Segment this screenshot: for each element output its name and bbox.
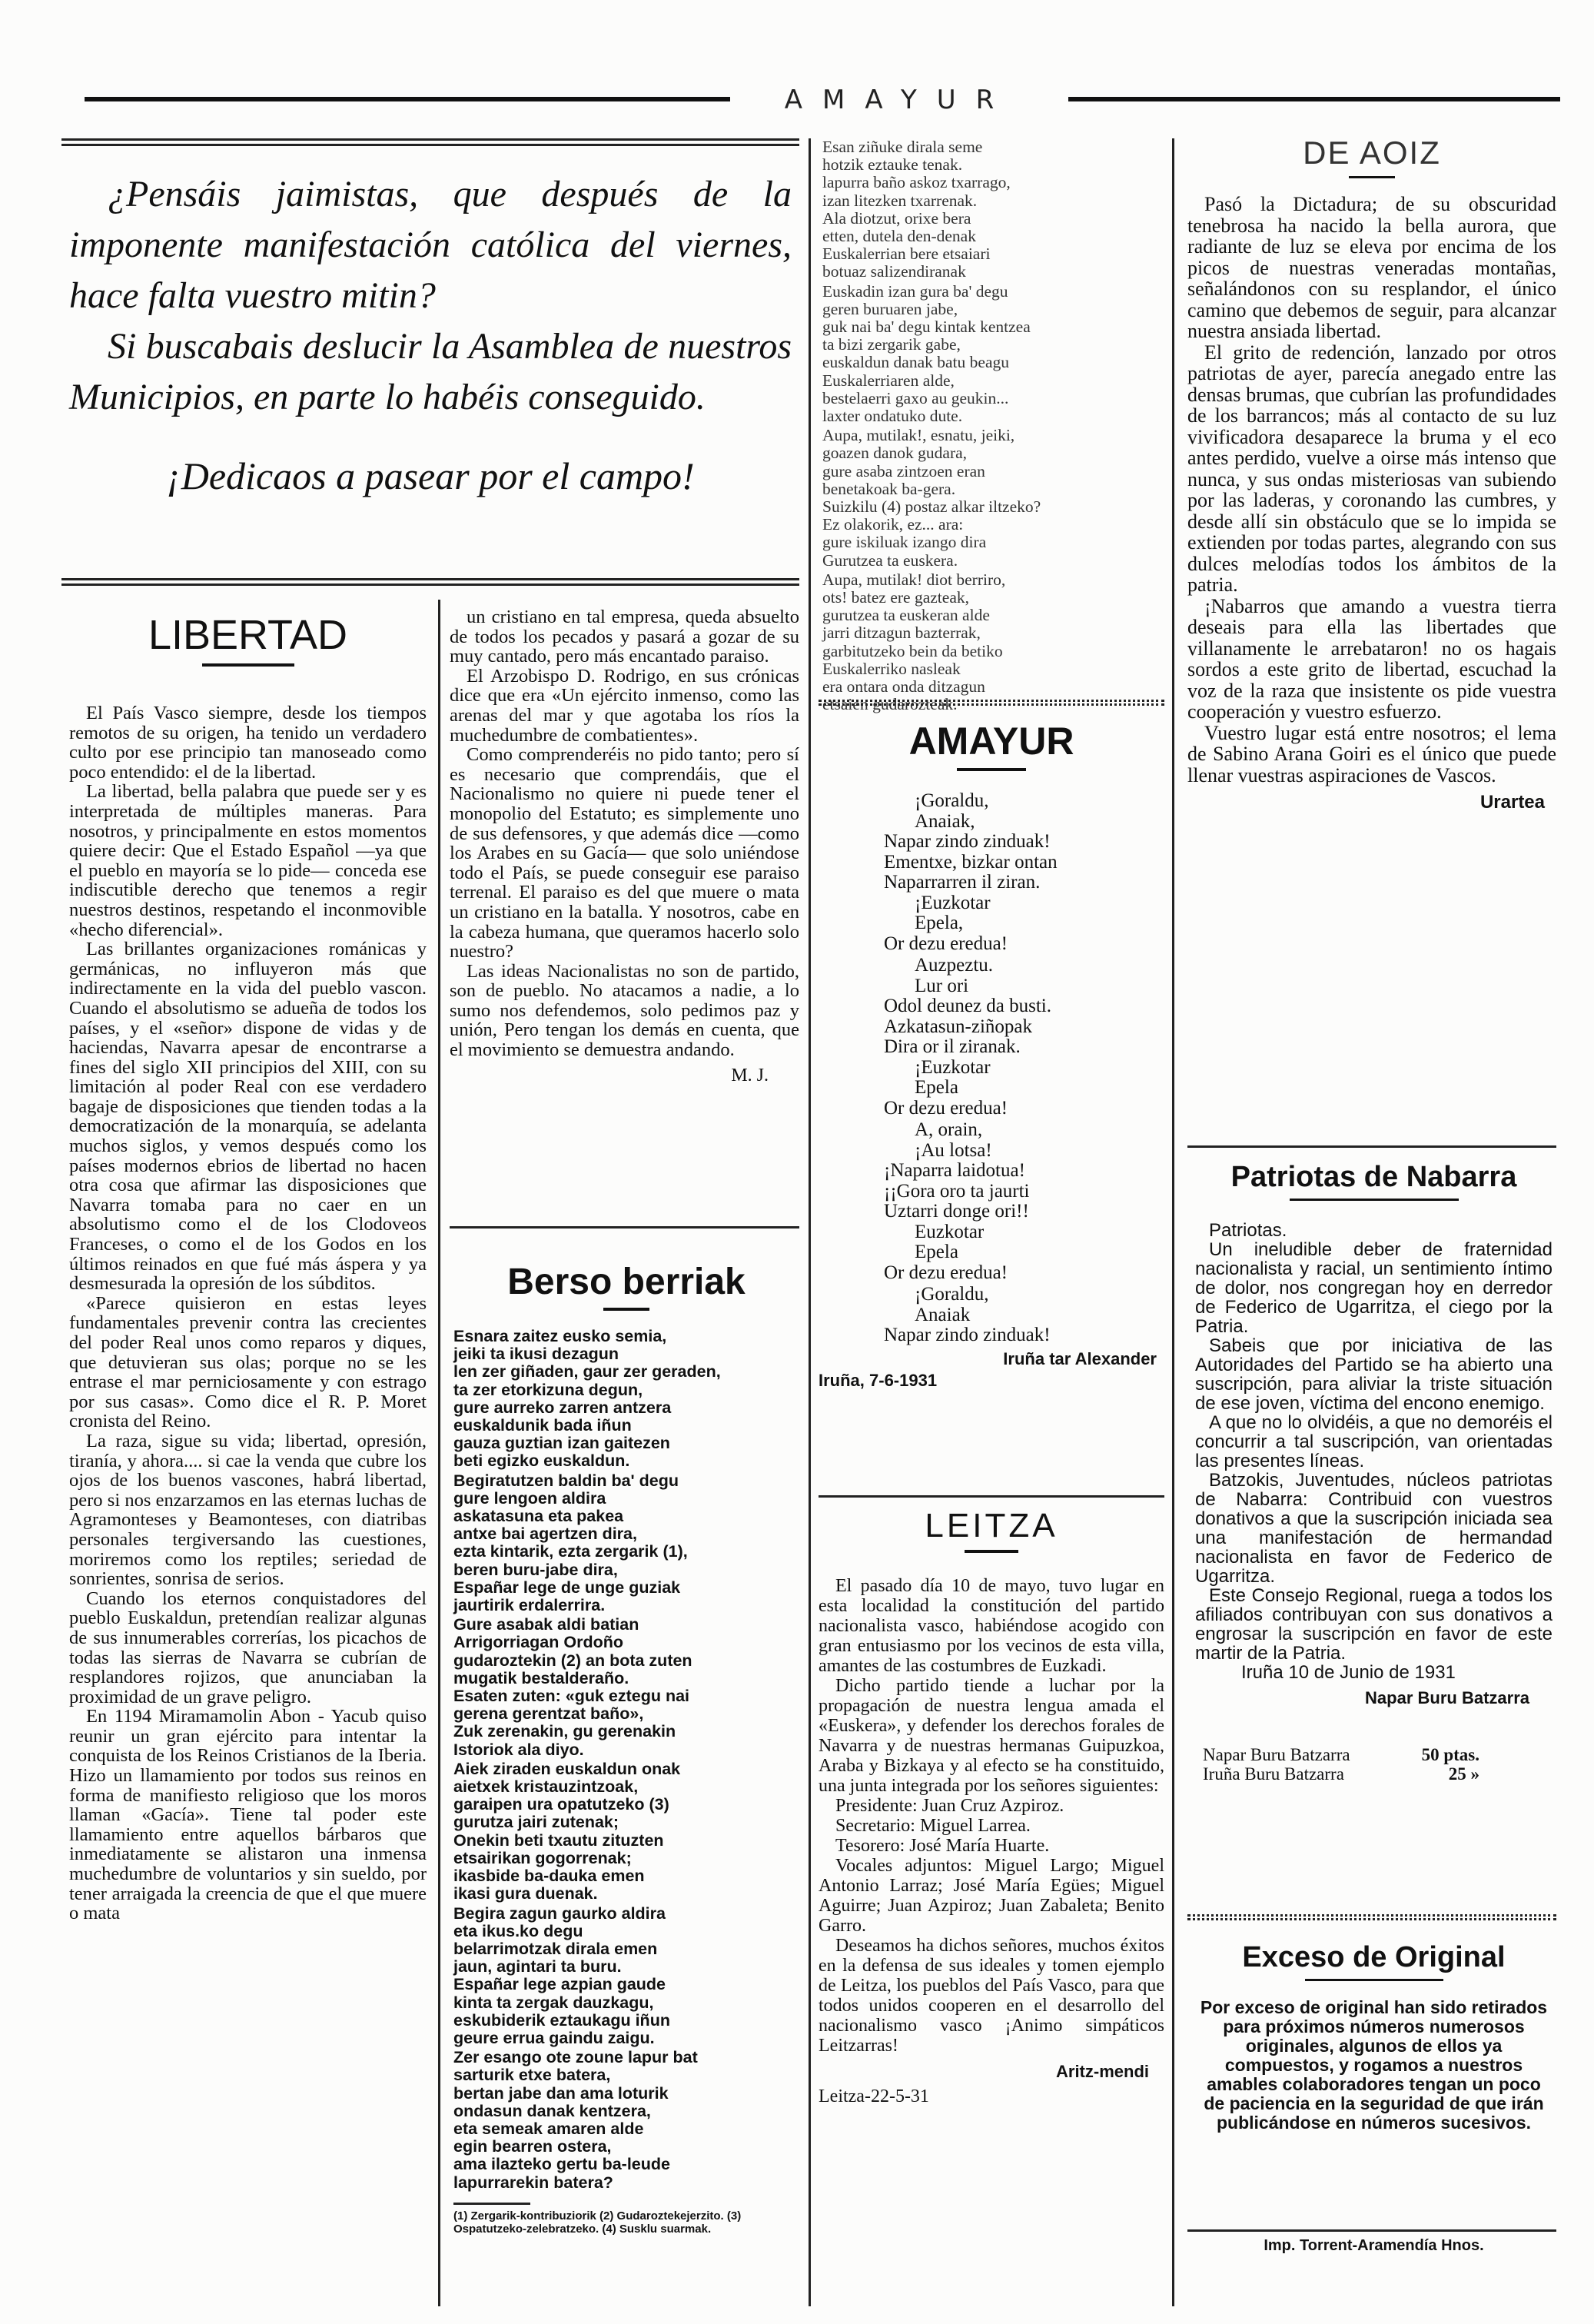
poem-line: euskaldun danak batu beagu xyxy=(822,353,1009,372)
paragraph: El País Vasco siempre, desde los tiempos remotos de su origen, ha tenido un verdadero culto por ese principio tan manoseado como poco entendido: el de la libertad. xyxy=(69,703,427,783)
poem-line: Uztarri donge ori!! xyxy=(884,1201,1029,1222)
title-underline xyxy=(1305,1979,1443,1981)
footnotes: (1) Zergarik-kontribuziorik (2) Gudaroztekejerzito. (3) Ospatutzeko-zelebratzeko. (4) Susklu suarmak. xyxy=(453,2209,742,2236)
poem-line: botuaz salizendiranak xyxy=(822,262,966,281)
article-signature: Aritz-mendi xyxy=(1056,2062,1149,2081)
dotted-rule xyxy=(1187,1914,1556,1920)
paragraph: A que no lo olvidéis, a que no demoréis el concurrir a tal suscripción, van orientadas las presentes líneas. xyxy=(1195,1412,1552,1471)
poem-line: Naparrarren il ziran. xyxy=(884,872,1041,893)
poem-line: ta bizi zergarik gabe, xyxy=(822,335,961,354)
poem-line: kinta ta zergak dauzkagu, xyxy=(453,1993,654,2012)
poem-line: antxe bai agertzen dira, xyxy=(453,1524,637,1544)
poem-line: Euzkotar xyxy=(915,1221,985,1242)
poem-line: euskaldunik bada iñun xyxy=(453,1416,632,1435)
donation-amount: 50 ptas. xyxy=(1421,1745,1479,1764)
masthead-title: AMAYUR xyxy=(784,85,1015,115)
poem-line: Anaiak xyxy=(915,1304,971,1325)
junta-item: Vocales adjuntos: Miguel Largo; Miguel Antonio Larraz; José María Egües; Miguel Aguirre; Juan Azpiroz; Juan Zabaleta; Benito Garro. xyxy=(819,1856,1164,1936)
article-title: DE AOIZ xyxy=(1303,135,1441,171)
donation-amount: 25 » xyxy=(1448,1764,1479,1784)
poem-line: Napar zindo zinduak! xyxy=(884,831,1051,852)
paragraph: La libertad, bella palabra que puede ser y es interpretada de múltiples maneras. Para nosotros, y principalmente en estos momentos quiere decir: Que el Estado Español —ya que el pueblo en mayoría se lo pide— conceda ese indiscutible derecho que tenemos a regir nuestros destinos, respetando el inconmovible «hecho diferencial». xyxy=(69,781,427,940)
paragraph: Vuestro lugar está entre nosotros; el lema de Sabino Arana Goiri es el único que puede llenar vuestras aspiraciones de Vascos. xyxy=(1187,721,1556,786)
poem-line: mugatik bestalderaño. xyxy=(453,1668,629,1687)
poem-line: aietxek kristauzintzoak, xyxy=(453,1777,639,1797)
poem-signature: Iruña tar Alexander xyxy=(1003,1348,1157,1368)
poem-line: Arrigorriagan Ordoño xyxy=(453,1633,623,1652)
donation-row xyxy=(1203,1764,1479,1784)
section-rule xyxy=(1187,1145,1556,1148)
poem-line: egin bearren ostera, xyxy=(453,2137,612,2156)
paragraph: un cristiano en tal empresa, queda absuelto de todos los pecados y pasará a gozar de su muy cantado, pero más encantado paraiso. xyxy=(450,607,799,667)
poem-line: Esnara zaitez eusko semia, xyxy=(453,1327,667,1345)
poem-line: ¡Euzkotar xyxy=(915,1056,991,1078)
donor-name: Iruña Buru Batzarra xyxy=(1203,1764,1344,1784)
article-libertad-continued xyxy=(450,607,799,1222)
paragraph: Sabeis que por iniciativa de las Autoridades del Partido se ha abierto una suscripción, para aliviar la triste situación de ese joven, víctima del encono enemigo. xyxy=(1195,1335,1552,1414)
paragraph: En 1194 Miramamolin Abon - Yacub quiso reunir un gran ejército para intentar la conquista de los Reinos Cristianos de la Iberia. Hizo un llamamiento por todos sus reinos en forma de manifiesto religioso que los moros llaman «Gacía». Tiene tal poder este llamamiento entre aquellos bárbaros que inmediatamente se alistaron una inmensa muchedumbre de voluntarios y sin sueldo, por tener arraigada la creencia de que el que muere o mata xyxy=(69,1706,427,1924)
article-leitza xyxy=(819,1507,1164,2299)
junta-item: Presidente: Juan Cruz Azpiroz. xyxy=(835,1796,1064,1816)
poem-line: beti egizko euskaldun. xyxy=(453,1451,630,1471)
poem-line: geure errua gaindu zaigu. xyxy=(453,2028,655,2047)
poem-line: Azkatasun-ziñopak xyxy=(884,1016,1032,1037)
title-underline xyxy=(1290,1199,1459,1201)
paragraph: Un ineludible deber de fraternidad nacionalista y racial, un sentimiento íntimo de dolor, nos congregan hoy en derredor de Federico de Ugarritza, el ciego por la Patria. xyxy=(1195,1239,1552,1337)
poem-line: len zer giñaden, gaur zer geraden, xyxy=(453,1362,721,1381)
poem-line: eta ikus.ko degu xyxy=(453,1921,583,1940)
poem-line: garbitutzeko bein da betiko xyxy=(822,641,1003,660)
paragraph: El pasado día 10 de mayo, tuvo lugar en esta localidad la constitución del partido nacionalista vasco, habiéndose acogido con gran entusiasmo por los vecinos de esta villa, amantes de las costumbres de Euzkadi. xyxy=(819,1576,1164,1676)
column-divider xyxy=(438,600,440,2306)
masthead-rule-right xyxy=(1068,97,1560,101)
junta-item: Tesorero: José María Huarte. xyxy=(835,1836,1050,1856)
paragraph: Deseamos ha dichos señores, muchos éxitos en la defensa de sus ideales y tomen ejemplo de Leitza, los pueblos del País Vasco, para que todos unidos cooperen en el desarrollo del nacionalismo vasco ¡Animo simpáticos Leitzarras! xyxy=(819,1936,1164,2056)
notice-exclamation: ¡Dedicaos a pasear por el campo! xyxy=(166,454,695,497)
donor-name: Napar Buru Batzarra xyxy=(1203,1745,1350,1764)
notice-title: Exceso de Original xyxy=(1242,1941,1506,1973)
poem-line: ikasbide ba-dauka emen xyxy=(453,1867,645,1886)
title-underline xyxy=(957,768,1026,771)
section-rule xyxy=(1187,2229,1556,2232)
poem-line: Or dezu eredua! xyxy=(884,933,1008,954)
poem-line: Lur ori xyxy=(915,975,969,996)
poem-line: ¡Goraldu, xyxy=(915,790,989,811)
poem-line: Suizkilu (4) postaz alkar iltzeko? xyxy=(822,497,1041,517)
poem-line: Euskalerrian bere etsaiari xyxy=(822,244,991,264)
poem-line: era ontara onda ditzagun xyxy=(822,677,985,697)
poem-line: Esaten zuten: «guk eztegu nai xyxy=(453,1687,690,1706)
ornament-rule xyxy=(61,138,799,146)
poem-line: gudaroztekin (2) an bota zuten xyxy=(453,1651,692,1670)
poem-lines xyxy=(819,791,1164,1346)
poem-line: Gurutzea ta euskera. xyxy=(822,550,958,570)
poem-line: Istoriok ala diyo. xyxy=(453,1740,584,1759)
paragraph: El grito de redención, lanzado por otros patriotas de ayer, parecía anegado entre las densas brumas, que cubrían las profundidades de los barrancos; más al contacto de su luz vivificadora desaparece la bruma y el eco antes perdido, vuelve a oirse más intenso que nunca, y sus ondas misteriosas van subiendo por las laderas, y coronando las cumbres, y desde allí sin obstáculo que se lo impida se extienden por todas partes, alegrando con sus dulces melodías todos los ámbitos de la patria. xyxy=(1187,341,1556,596)
article-patriotas xyxy=(1195,1161,1552,1899)
title-underline xyxy=(1349,176,1395,178)
poem-line: ikasi gura duenak. xyxy=(453,1884,598,1903)
poem-line: Epela xyxy=(915,1242,958,1262)
article-body xyxy=(819,1576,1164,2056)
paragraph: Batzokis, Juventudes, núcleos patriotas de Nabarra: Contribuid con vuestros donativos a que la suscripción iniciada sea una manifestación de hermandad nacionalista en favor de Federico de Ugarritza. xyxy=(1195,1470,1552,1587)
masthead xyxy=(85,85,1560,115)
poem-line: askatasuna eta pakea xyxy=(453,1507,624,1526)
poem-line: sarturik etxe batera, xyxy=(453,2066,611,2085)
poem-title: Berso berriak xyxy=(507,1262,746,1302)
poem-line: Aiek ziraden euskaldun onak xyxy=(453,1759,681,1778)
poem-line: guk nai ba' degu kintak kentzea xyxy=(822,318,1031,337)
poem-line: Odol deunez da busti. xyxy=(884,996,1052,1016)
poem-line: ta zer etorkizuna degun, xyxy=(453,1380,643,1399)
article-date: Leitza-22-5-31 xyxy=(819,2086,929,2106)
poem-line: Aupa, mutilak! diot berriro, xyxy=(822,570,1006,589)
paragraph: Este Consejo Regional, ruega a todos los afiliados contribuyan con sus donativos a engrosar la suscripción en favor de este martir de la Patria. xyxy=(1195,1585,1552,1664)
poem-line: gauza guztian izan gaitezen xyxy=(453,1434,670,1453)
article-body xyxy=(69,703,427,1923)
poem-line: ama ilazteko gertu ba-leude xyxy=(453,2155,670,2174)
poem-line: ¡¡Gora oro ta jaurti xyxy=(884,1180,1030,1202)
poem-line: Ementxe, bizkar ontan xyxy=(884,851,1058,873)
paragraph: Las ideas Nacionalistas no son de partido, son de pueblo. No atacamos a nadie, a lo sumo nos defendemos, solo pedimos paz y unión, Pero tengan los demás en cuenta, que el movimiento se demuestra andando. xyxy=(450,960,799,1061)
poem-line: Españar lege azpian gaude xyxy=(453,1975,666,1994)
imprint: Imp. Torrent-Aramendía Hnos. xyxy=(1264,2237,1484,2254)
poem-line: Or dezu eredua! xyxy=(884,1262,1008,1283)
paragraph: Cuando los eternos conquistadores del pueblo Euskaldun, pretendían realizar algunas de sus innumerables correrías, los picachos de todas las sierras de Navarra se cubrían de resplandores rojizos, que anunciaban la proximidad de un grave peligro. xyxy=(69,1588,427,1707)
poem-line: izan litezken txarrenak. xyxy=(822,191,978,210)
poem-line: ezta kintarik, ezta zergarik (1), xyxy=(453,1542,688,1561)
poem-line: jaun, agintari ta buru. xyxy=(453,1957,622,1977)
notes-rule xyxy=(453,2203,530,2205)
poem-line: Onekin beti txautu zituzten xyxy=(453,1830,664,1850)
ornament-rule xyxy=(61,578,799,586)
article-title: LEITZA xyxy=(925,1507,1058,1544)
poem-line: Begira zagun gaurko aldira xyxy=(453,1903,666,1923)
poem-line: Epela xyxy=(915,1077,958,1098)
poem-line: Gure asabak aldi batian xyxy=(453,1615,639,1634)
poem-line: garaipen ura opatutzeko (3) xyxy=(453,1795,669,1814)
article-libertad xyxy=(69,607,427,2299)
poem-line: Euskalerriko nasleak xyxy=(822,659,961,678)
section-rule xyxy=(819,1495,1164,1498)
poem-line: gure iskiluak izango dira xyxy=(822,533,987,552)
masthead-rule-left xyxy=(85,97,730,101)
title-underline xyxy=(202,663,294,667)
paragraph: La raza, sigue su vida; libertad, opresión, tiranía, y ahora.... si cae la venda que cubre los ojos de los buenos vascones, habrá libertad, pero si nos enzarzamos en las eternas luchas de Agramonteses y Beamonteses, con diatribas personales tergiversando las cuestiones, moriremos como los reptiles; seriedad de sonrientes, sonrisa de serios. xyxy=(69,1430,427,1590)
poem-amayur xyxy=(819,719,1164,1488)
article-signature: Urartea xyxy=(1479,792,1545,813)
poem-line: jeiki ta ikusi dezagun xyxy=(453,1345,619,1364)
paragraph: Las brillantes organizaciones románicas y germánicas, no influyeron más que indirectamente en la vida del pueblo vascon. Cuando el absolutismo se adueña de todos los países, y el «señor» dispone de vidas y de haciendas, Navarra apesar de encontrarse a fines del siglo XII principios del XIII, con su limitación al poder Real con ese verdadero bagaje de disposiciones que tienden todas a la democratización de la monarquía, se adelanta muchos siglos, y vemos después como los países modernos ebrios de libertad no hacen otra cosa que afirmar las disposiciones que Navarra tomaba para no caer en un absolutismo como el de los Clodoveos Franceses, o como el de los Godos en los últimos reinados en que fué más áspera y ya desmesurada la opresión de los súbditos. xyxy=(69,939,427,1295)
poem-line: Ala diotzut, orixe bera xyxy=(822,208,971,228)
paragraph: El Arzobispo D. Rodrigo, en sus crónicas dice que era «Un ejército inmenso, como las arenas del mar y que agotaba los ríos la muchedumbre de combatientes». xyxy=(450,665,799,746)
poem-line: Españar lege de unge guziak xyxy=(453,1578,681,1597)
poem-line: etten, dutela den-denak xyxy=(822,227,976,246)
poem-line: Euskadin izan gura ba' degu xyxy=(822,281,1008,301)
notice-statement: Si buscabais deslucir la Asamblea de nuestros Municipios, en parte lo habéis conseguido. xyxy=(69,326,792,417)
poem-line: belarrimotzak dirala emen xyxy=(453,1939,658,1958)
poem-line: jarri ditzagun bazterrak, xyxy=(822,623,981,643)
poem-line: ¡Euzkotar xyxy=(915,892,991,913)
poem-line: A, orain, xyxy=(915,1119,983,1140)
title-underline xyxy=(603,1308,649,1311)
poem-berso-berriak xyxy=(453,1261,799,2291)
poem-line: ¡Naparra laidotua! xyxy=(884,1160,1025,1181)
poem-line: geren buruaren jabe, xyxy=(822,299,958,318)
paragraph: Dicho partido tiende a luchar por la propagación de nuestra lengua amada el «Euskera», y defender los derechos forales de Navarra y de nuestras hermanas Guipuzkoa, Araba y Bizkaya y al efecto se ha constituido, una junta integrada por los señores siguientes: xyxy=(819,1676,1164,1796)
poem-line: hotzik eztauke tenak. xyxy=(822,155,963,175)
poem-line: etsaien gudaroztеak. xyxy=(822,695,958,714)
poem-line: etsairikan gogorrenak; xyxy=(453,1848,632,1867)
poem-line: Euskalerriaren alde, xyxy=(822,371,955,390)
poem-line: laxter ondatuko dute. xyxy=(822,407,963,426)
poem-line: Zuk zerenakin, gu gerenakin xyxy=(453,1722,676,1741)
poem-line: beren buru-jabe dira, xyxy=(453,1560,618,1579)
article-signature: Napar Buru Batzarra xyxy=(1365,1688,1529,1707)
article-date: Iruña 10 de Junio de 1931 xyxy=(1241,1662,1456,1683)
paragraph: «Parece quisieron en estas leyes fundamentales prevenir contra las crecientes del poder Real unos como reparos y diques, que detuvieran sus olas; porque no se les entrase el mar perniciosamente y con estrago por sus casas». Como dice el R. P. Moret cronista del Reino. xyxy=(69,1292,427,1432)
poem-line: Anaiak, xyxy=(915,810,975,832)
poem-line: Zer esango ote zoune lapur bat xyxy=(453,2048,698,2067)
poem-place-date: Iruña, 7-6-1931 xyxy=(819,1370,938,1390)
poem-line: Auzpeztu. xyxy=(915,955,994,976)
dotted-rule xyxy=(819,700,1164,706)
poem-title: AMAYUR xyxy=(908,720,1074,763)
poem-line: eskubiderik eztaukagu iñun xyxy=(453,2010,670,2030)
poem-line: ots! batez ere gazteak, xyxy=(822,588,969,607)
poem-line: Esan ziñuke dirala seme xyxy=(822,138,983,156)
notice-box xyxy=(69,169,792,561)
poem-line: bestelaerri gaxo au geukin... xyxy=(822,388,1009,407)
column-divider xyxy=(1172,138,1174,2306)
poem-line: jaurtirik erdalerrira. xyxy=(453,1596,606,1615)
section-rule xyxy=(450,1226,799,1228)
poem-line: Ez olakorik, ez... ara: xyxy=(822,515,964,534)
article-signature: M. J. xyxy=(731,1065,769,1086)
poem-line: goazen danok gudara, xyxy=(822,444,968,463)
paragraph: Como comprenderéis no pido tanto; pero sí es necesario que comprendáis, que el Nacionalismo no quiere ni puede tener el monopolio del Estatuto; es simplemente uno de sus defensores, y que además dice —como los Arabes en su Gacía— que solo uniéndose todo el País, se puede conseguir ese paraiso terrenal. El paraiso es del que muere o mata un cristiano en la batalla. Y nosotros, cabe en la cabeza humana, que queramos hacerlo solo nuestro? xyxy=(450,744,799,963)
donation-row xyxy=(1203,1745,1479,1764)
donation-list xyxy=(1195,1745,1552,1784)
poem-line: Or dezu eredua! xyxy=(884,1097,1008,1119)
poem-line: ¡Au lotsa! xyxy=(915,1139,992,1161)
poem-line: lapurrarekin batera? xyxy=(453,2173,613,2192)
article-title: LIBERTAD xyxy=(148,612,348,658)
article-body xyxy=(1187,194,1556,786)
poem-line: benetakoak ba-gera. xyxy=(822,479,956,498)
poem-line: Epela, xyxy=(915,913,964,933)
notice-exceso xyxy=(1195,1941,1552,2226)
notice-question: ¿Pensáis jaimistas, que después de la imponente manifestación católica del viernes, hace falta vuestro mitin? xyxy=(69,174,792,316)
notice-text: Por exceso de original han sido retirados para próximos números numerosos originales, algunos de ellos ya compuestos, y rogamos a nuestros amables colaboradores tengan un poco de paciencia en la seguridad de que irán publicándose en números sucesivos. xyxy=(1200,1997,1548,2133)
article-de-aoiz xyxy=(1187,135,1556,1134)
poem-lines xyxy=(453,1328,799,2192)
poem-line: bertan jabe dan ama loturik xyxy=(453,2083,669,2103)
poem-continued xyxy=(822,138,1161,714)
poem-line: gure asaba zintzoen eran xyxy=(822,461,985,480)
poem-line: Dira or il ziranak. xyxy=(884,1036,1021,1057)
poem-line: lapurra baño askoz txarrago, xyxy=(822,173,1011,192)
paragraph: Patriotas. xyxy=(1209,1220,1287,1241)
poem-line: Napar zindo zinduak! xyxy=(884,1325,1051,1345)
poem-line: gerena gerentzat baño», xyxy=(453,1704,644,1724)
poem-line: Begiratutzen baldin ba' degu xyxy=(453,1471,679,1490)
article-title: Patriotas de Nabarra xyxy=(1230,1161,1517,1193)
column-divider xyxy=(809,138,811,2306)
poem-line: gurutza jairi zutenak; xyxy=(453,1813,619,1832)
poem-line: Aupa, mutilak!, esnatu, jeiki, xyxy=(822,426,1015,445)
poem-line: gure aurreko zarren antzera xyxy=(453,1398,672,1417)
poem-line: ¡Goraldu, xyxy=(915,1284,989,1305)
junta-item: Secretario: Miguel Larrea. xyxy=(835,1816,1031,1836)
paragraph: Pasó la Dictadura; de su obscuridad tenebrosa ha nacido la bella aurora, que radiante de luz se eleva por encima de los picos de nuestras veneradas montañas, señalándonos con su resplandor, el único camino que debemos de seguir, para alcanzar nuestra ansiada libertad. xyxy=(1187,193,1556,342)
poem-line: gure lengoen aldira xyxy=(453,1488,606,1508)
paragraph: ¡Nabarros que amando a vuestra tierra deseais para ella las libertades que villanamente le arrebataron! no os hagais sordos a este grito de libertad, escuchad la voz de la raza que insistente os pide vuestra cooperación y vuestro esfuerzo. xyxy=(1187,594,1556,723)
poem-line: gurutzea ta euskeran alde xyxy=(822,606,990,625)
poem-line: ondasun danak kentzera, xyxy=(453,2101,651,2120)
title-underline xyxy=(965,1550,1018,1553)
poem-line: eta semeak amaren alde xyxy=(453,2119,644,2138)
